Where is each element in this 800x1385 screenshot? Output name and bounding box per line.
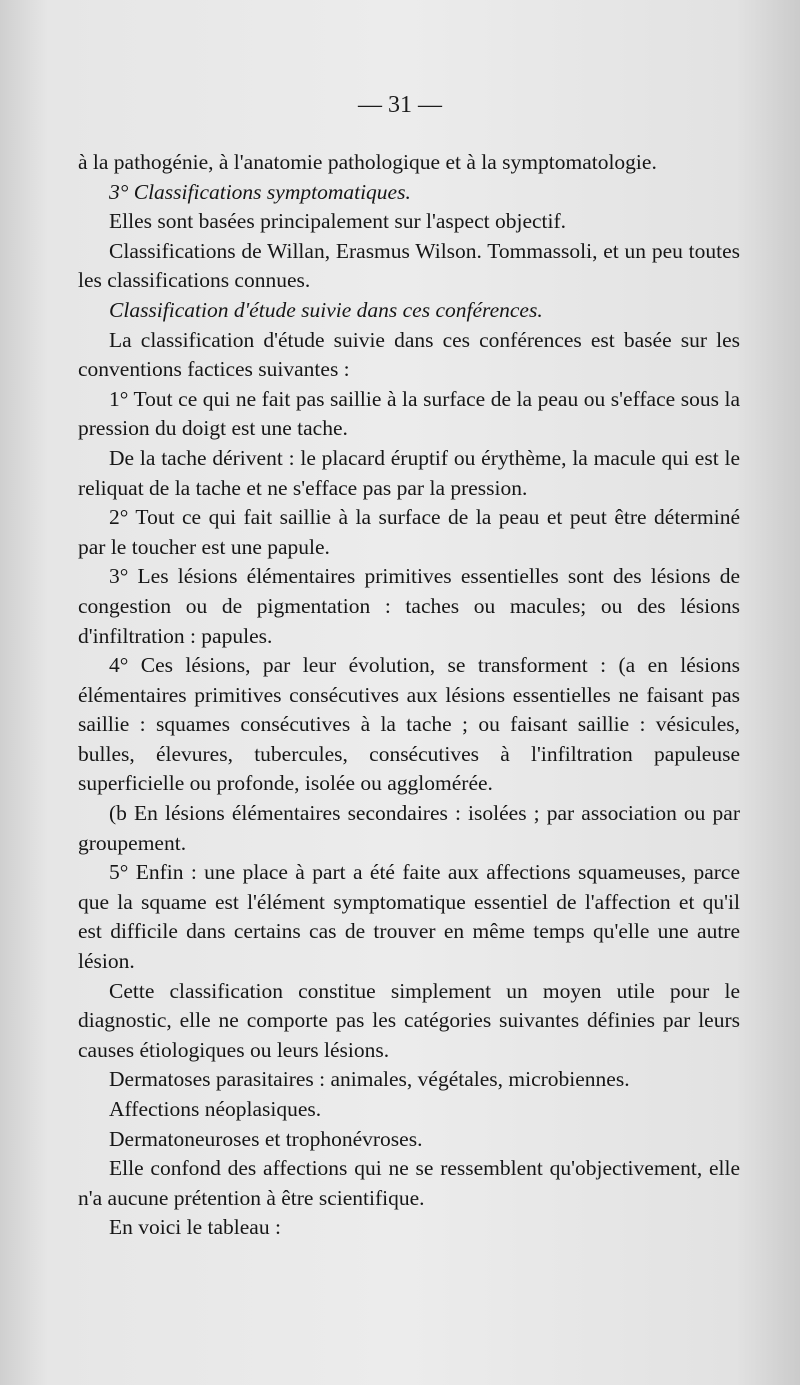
paragraph: Classifications de Willan, Erasmus Wilson. Tommassoli, et un peu toutes les classifications connues. xyxy=(78,238,740,293)
page-number: — 31 — xyxy=(358,92,442,118)
section-heading: 3° Classifications symptomatiques. xyxy=(109,179,411,204)
paragraph: La classification d'étude suivie dans ces conférences est basée sur les conventions factices suivantes : xyxy=(78,327,740,382)
paragraph: 3° Les lésions élémentaires primitives essentielles sont des lésions de congestion ou de pigmentation : taches ou macules; ou des lésions d'infiltration : papules. xyxy=(78,564,740,648)
paragraph: 4° Ces lésions, par leur évolution, se transforment : (a en lésions élémentaires primitives consécutives aux lésions essentielles ne faisant pas saillie : squames consécutives à la tache ; ou faisant saillie : vésicules, bulles, élevures, tubercules, consécutives à l'infiltration papuleuse superficielle ou profonde, isolée ou agglomérée. xyxy=(78,653,740,796)
paragraph: Elles sont basées principalement sur l'aspect objectif. xyxy=(109,209,567,234)
text-body xyxy=(78,148,740,1243)
paragraph: à la pathogénie, à l'anatomie pathologique et à la symptomatologie. xyxy=(78,150,657,174)
paragraph: 2° Tout ce qui fait saillie à la surface de la peau et peut être déterminé par le toucher est une papule. xyxy=(78,505,740,559)
section-heading: Classification d'étude suivie dans ces conférences. xyxy=(109,297,543,322)
paragraph: Elle confond des affections qui ne se ressemblent qu'objectivement, elle n'a aucune prétention à être scientifique. xyxy=(78,1156,740,1210)
paragraph: (b En lésions élémentaires secondaires : isolées ; par association ou par groupement. xyxy=(78,801,740,855)
paragraph: En voici le tableau : xyxy=(109,1215,281,1240)
paragraph: Cette classification constitue simplement un moyen utile pour le diagnostic, elle ne comporte pas les catégories suivantes définies par leurs causes étiologiques ou leurs lésions. xyxy=(78,978,740,1062)
paragraph: Dermatoneuroses et trophonévroses. xyxy=(109,1126,423,1151)
paragraph: 1° Tout ce qui ne fait pas saillie à la surface de la peau ou s'efface sous la pression du doigt est une tache. xyxy=(78,386,740,441)
paragraph: Dermatoses parasitaires : animales, végétales, microbiennes. xyxy=(109,1067,630,1092)
paragraph: 5° Enfin : une place à part a été faite aux affections squameuses, parce que la squame est l'élément symptomatique essentiel de l'affection et qu'il est difficile dans certains cas de trouver en même temps qu'elle une autre lésion. xyxy=(78,860,740,974)
paragraph: Affections néoplasiques. xyxy=(109,1097,322,1121)
paragraph: De la tache dérivent : le placard éruptif ou érythème, la macule qui est le reliquat de la tache et ne s'efface pas par la pression. xyxy=(78,445,740,500)
